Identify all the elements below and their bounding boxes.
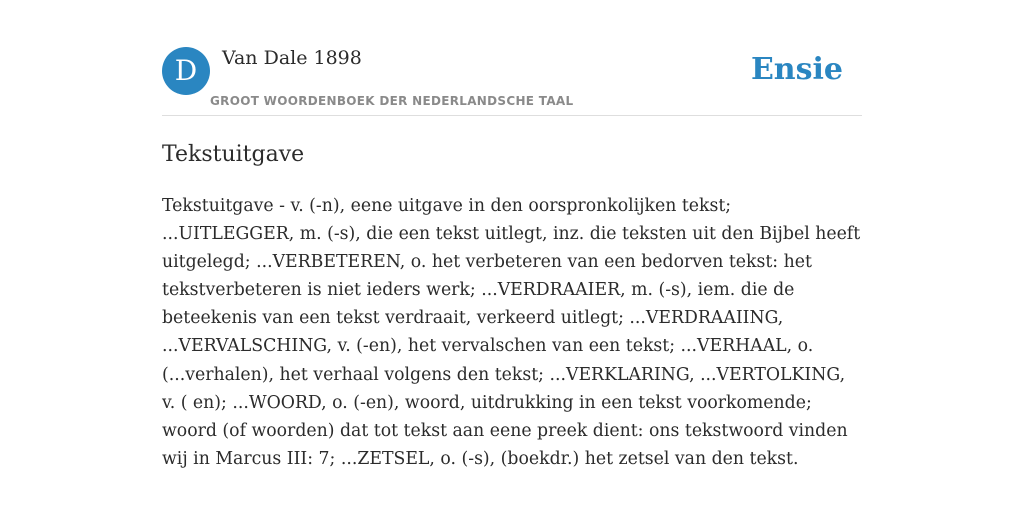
entry-title: Tekstuitgave [162,142,305,167]
header [162,46,862,116]
brand-logo[interactable]: Ensie [750,52,843,87]
header-divider [162,115,862,116]
entry-definition: Tekstuitgave - v. (-n), eene uitgave in den oorspronkolijken tekst; ...UITLEGGER, m. (-s), die een tekst uitlegt, inz. die teksten uit den Bijbel heeft uitgelegd; ...VERBETEREN, o. het verbeteren van een bedorven tekst: het tekstverbeteren is niet ieders werk; ...VERDRAAIER, m. (-s), iem. die de beteekenis van een tekst verdraait, verkeerd uitlegt; ...VERDRAAIING, ...VERVALSCHING, v. (-en), het vervalschen van een tekst; ...VERHAAL, o. (...verhalen), het verhaal volgens den tekst; ...VERKLARING, ...VERTOLKING, v. ( en); ...WOORD, o. (-en), woord, uitdrukking in een tekst voorkomende; woord (of woorden) dat tot tekst aan eene preek dient: ons tekstwoord vinden wij in Marcus III: 7; ...ZETSEL, o. (-s), (boekdr.) het zetsel van den tekst. [162,196,861,469]
source-avatar[interactable]: D [162,47,210,95]
source-title[interactable]: Van Dale 1898 [222,47,362,69]
source-subtitle: GROOT WOORDENBOEK DER NEDERLANDSCHE TAAL [210,94,574,108]
